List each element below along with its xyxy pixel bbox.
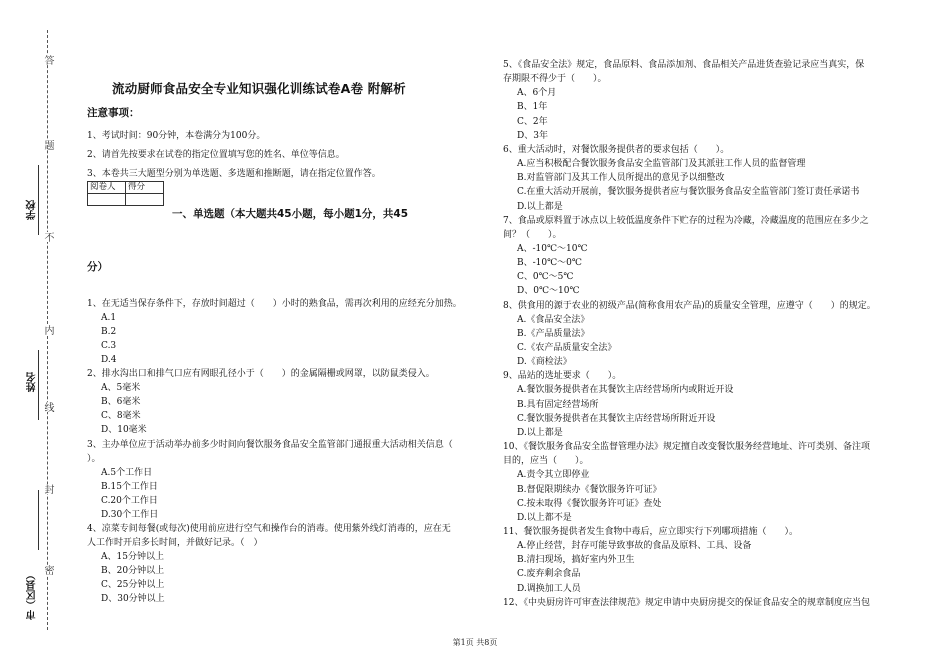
answer-option: D.4 bbox=[101, 355, 117, 366]
score-table bbox=[87, 181, 164, 206]
answer-option: D.以上都是 bbox=[517, 427, 563, 438]
question-text: 5、《食品安全法》规定，食品原料、食品添加剂、食品相关产品进货查验记录应当真实，保 bbox=[503, 60, 865, 70]
margin-mark: 封 bbox=[42, 484, 53, 494]
answer-option: D、10毫米 bbox=[101, 425, 147, 436]
margin-mark: 答 bbox=[42, 55, 53, 65]
section-title: 一、单选题（本大题共45小题，每小题1分，共45 bbox=[172, 208, 409, 220]
page-footer: 第1页 共8页 bbox=[452, 638, 498, 647]
answer-option: B.对监管部门及其工作人员所提出的意见予以细整改 bbox=[517, 173, 725, 184]
note-item: 3、本卷共三大题型分别为单选题、多选题和推断题，请在指定位置作答。 bbox=[87, 169, 381, 179]
answer-option: C.《农产品质量安全法》 bbox=[517, 343, 617, 353]
name-label: 姓名 bbox=[27, 372, 38, 392]
answer-option: A.餐饮服务提供者在其餐饮主店经营场所内或附近开设 bbox=[517, 385, 734, 396]
section-title-cont: 分） bbox=[87, 261, 108, 273]
answer-option: A.应当积极配合餐饮服务食品安全监管部门及其派驻工作人员的监督管理 bbox=[517, 159, 806, 170]
notes-heading: 注意事项： bbox=[87, 107, 140, 119]
question-text: 12、《中央厨房许可审查法律规范》规定申请中央厨房提交的保证食品安全的规章制度应当包 bbox=[503, 597, 870, 608]
question-text: 9、品站的选址要求（ ）。 bbox=[503, 371, 622, 382]
answer-option: D.调换加工人员 bbox=[517, 583, 581, 594]
question-text: 7、食品或原料置于冰点以上较低温度条件下贮存的过程为冷藏，冷藏温度的范围应在多少之 bbox=[503, 215, 869, 226]
question-text: 3、主办单位应于活动举办前多少时间向餐饮服务食品安全监管部门通报重大活动相关信息（ bbox=[87, 439, 453, 450]
answer-option: C.废弃剩余食品 bbox=[517, 569, 581, 580]
score-header: 得分 bbox=[126, 182, 164, 194]
question-text: 2、排水沟出口和排气口应有网眼孔径小于（ ）的金属隔栅或网罩，以防鼠类侵入。 bbox=[87, 369, 435, 380]
answer-option: B.清扫现场，搞好室内外卫生 bbox=[517, 555, 635, 566]
margin-fill-line bbox=[38, 350, 39, 420]
answer-option: A、-10℃～10℃ bbox=[517, 243, 588, 254]
question-text: 目的，应当（ ）。 bbox=[503, 456, 589, 467]
answer-option: C.餐饮服务提供者在其餐饮主店经营场所附近开设 bbox=[517, 413, 716, 424]
answer-option: B、6毫米 bbox=[101, 397, 141, 408]
answer-option: A.《食品安全法》 bbox=[517, 314, 590, 325]
answer-option: B.督促限期续办《餐饮服务许可证》 bbox=[517, 484, 662, 495]
answer-option: B.15个工作日 bbox=[101, 481, 158, 492]
answer-option: C.在重大活动开展前，餐饮服务提供者应与餐饮服务食品安全监管部门签订责任承诺书 bbox=[517, 187, 860, 198]
answer-option: A、5毫米 bbox=[101, 383, 141, 394]
answer-option: D.《商检法》 bbox=[517, 357, 572, 368]
answer-option: D、30分钟以上 bbox=[101, 594, 165, 605]
answer-option: C、8毫米 bbox=[101, 411, 141, 422]
answer-option: C、2年 bbox=[517, 116, 548, 127]
answer-option: C.3 bbox=[101, 341, 117, 352]
answer-option: B.具有固定经营场所 bbox=[517, 399, 599, 410]
city-label: 市（区县） bbox=[27, 570, 38, 620]
answer-option: B.《产品质量法》 bbox=[517, 328, 590, 339]
question-text: 10、《餐饮服务食品安全监督管理办法》规定擅自改变餐饮服务经营地址、许可类别、备注项 bbox=[503, 442, 870, 453]
answer-option: D.30个工作日 bbox=[101, 509, 159, 520]
answer-option: A、15分钟以上 bbox=[101, 551, 164, 562]
answer-option: C、25分钟以上 bbox=[101, 580, 165, 590]
margin-mark: 内 bbox=[42, 325, 53, 335]
answer-option: D、0℃～10℃ bbox=[517, 286, 580, 297]
answer-option: A.停止经营，封存可能导致事故的食品及原料、工具、设备 bbox=[517, 541, 752, 552]
question-text: 存期限不得少于（ ）。 bbox=[503, 74, 607, 85]
answer-option: D、3年 bbox=[517, 130, 548, 141]
answer-option: C、0℃～5℃ bbox=[517, 272, 574, 283]
school-label: 学校 bbox=[27, 200, 38, 220]
question-text: 6、重大活动时，对餐饮服务提供者的要求包括（ ）。 bbox=[503, 144, 730, 155]
answer-option: B、-10℃～0℃ bbox=[517, 258, 582, 269]
margin-fill-line bbox=[38, 490, 39, 550]
answer-option: A.责令其立即停业 bbox=[517, 470, 590, 481]
answer-option: D.以上都是 bbox=[517, 201, 563, 212]
answer-option: A.5个工作日 bbox=[101, 467, 153, 478]
margin-fill-line bbox=[38, 165, 39, 235]
answer-option: C.按未取得《餐饮服务许可证》查处 bbox=[517, 498, 662, 509]
answer-option: B、1年 bbox=[517, 102, 548, 113]
exam-title: 流动厨师食品安全专业知识强化训练试卷A卷 附解析 bbox=[112, 81, 406, 96]
score-cell[interactable] bbox=[126, 194, 164, 206]
answer-option: D.以上都不是 bbox=[517, 512, 572, 523]
answer-option: B.2 bbox=[101, 327, 117, 338]
question-text: 间？（ ）。 bbox=[503, 229, 562, 240]
answer-option: C.20个工作日 bbox=[101, 495, 158, 506]
question-text: 11、餐饮服务提供者发生食物中毒后，应立即实行下列哪项措施（ ）。 bbox=[503, 526, 798, 537]
margin-mark: 密 bbox=[42, 565, 53, 575]
answer-option: A.1 bbox=[101, 313, 117, 324]
margin-mark: 线 bbox=[42, 402, 53, 412]
question-text: 人工作时开启多长时间，并做好记录。（ ） bbox=[87, 537, 263, 548]
question-text: ）。 bbox=[87, 453, 101, 464]
note-item: 1、考试时间：90分钟，本卷满分为100分。 bbox=[87, 131, 266, 141]
reviewer-cell[interactable] bbox=[88, 194, 126, 206]
question-text: 1、在无适当保存条件下，存放时间超过（ ）小时的熟食品，需再次利用的应经充分加热。 bbox=[87, 299, 462, 309]
binding-margin bbox=[0, 0, 72, 671]
answer-option: B、20分钟以上 bbox=[101, 565, 165, 576]
answer-option: A、6个月 bbox=[517, 88, 557, 99]
question-text: 8、供食用的源于农业的初级产品(简称食用农产品)的质量安全管理，应遵守（ ）的规定。 bbox=[503, 300, 876, 311]
question-text: 4、凉菜专间每餐(或每次)使用前应进行空气和操作台的消毒。使用紫外线灯消毒的，应在无 bbox=[87, 523, 451, 534]
note-item: 2、请首先按要求在试卷的指定位置填写您的姓名、单位等信息。 bbox=[87, 150, 345, 160]
margin-mark: 不 bbox=[42, 232, 53, 242]
reviewer-header: 阅卷人 bbox=[88, 182, 126, 194]
margin-mark: 题 bbox=[42, 140, 53, 150]
